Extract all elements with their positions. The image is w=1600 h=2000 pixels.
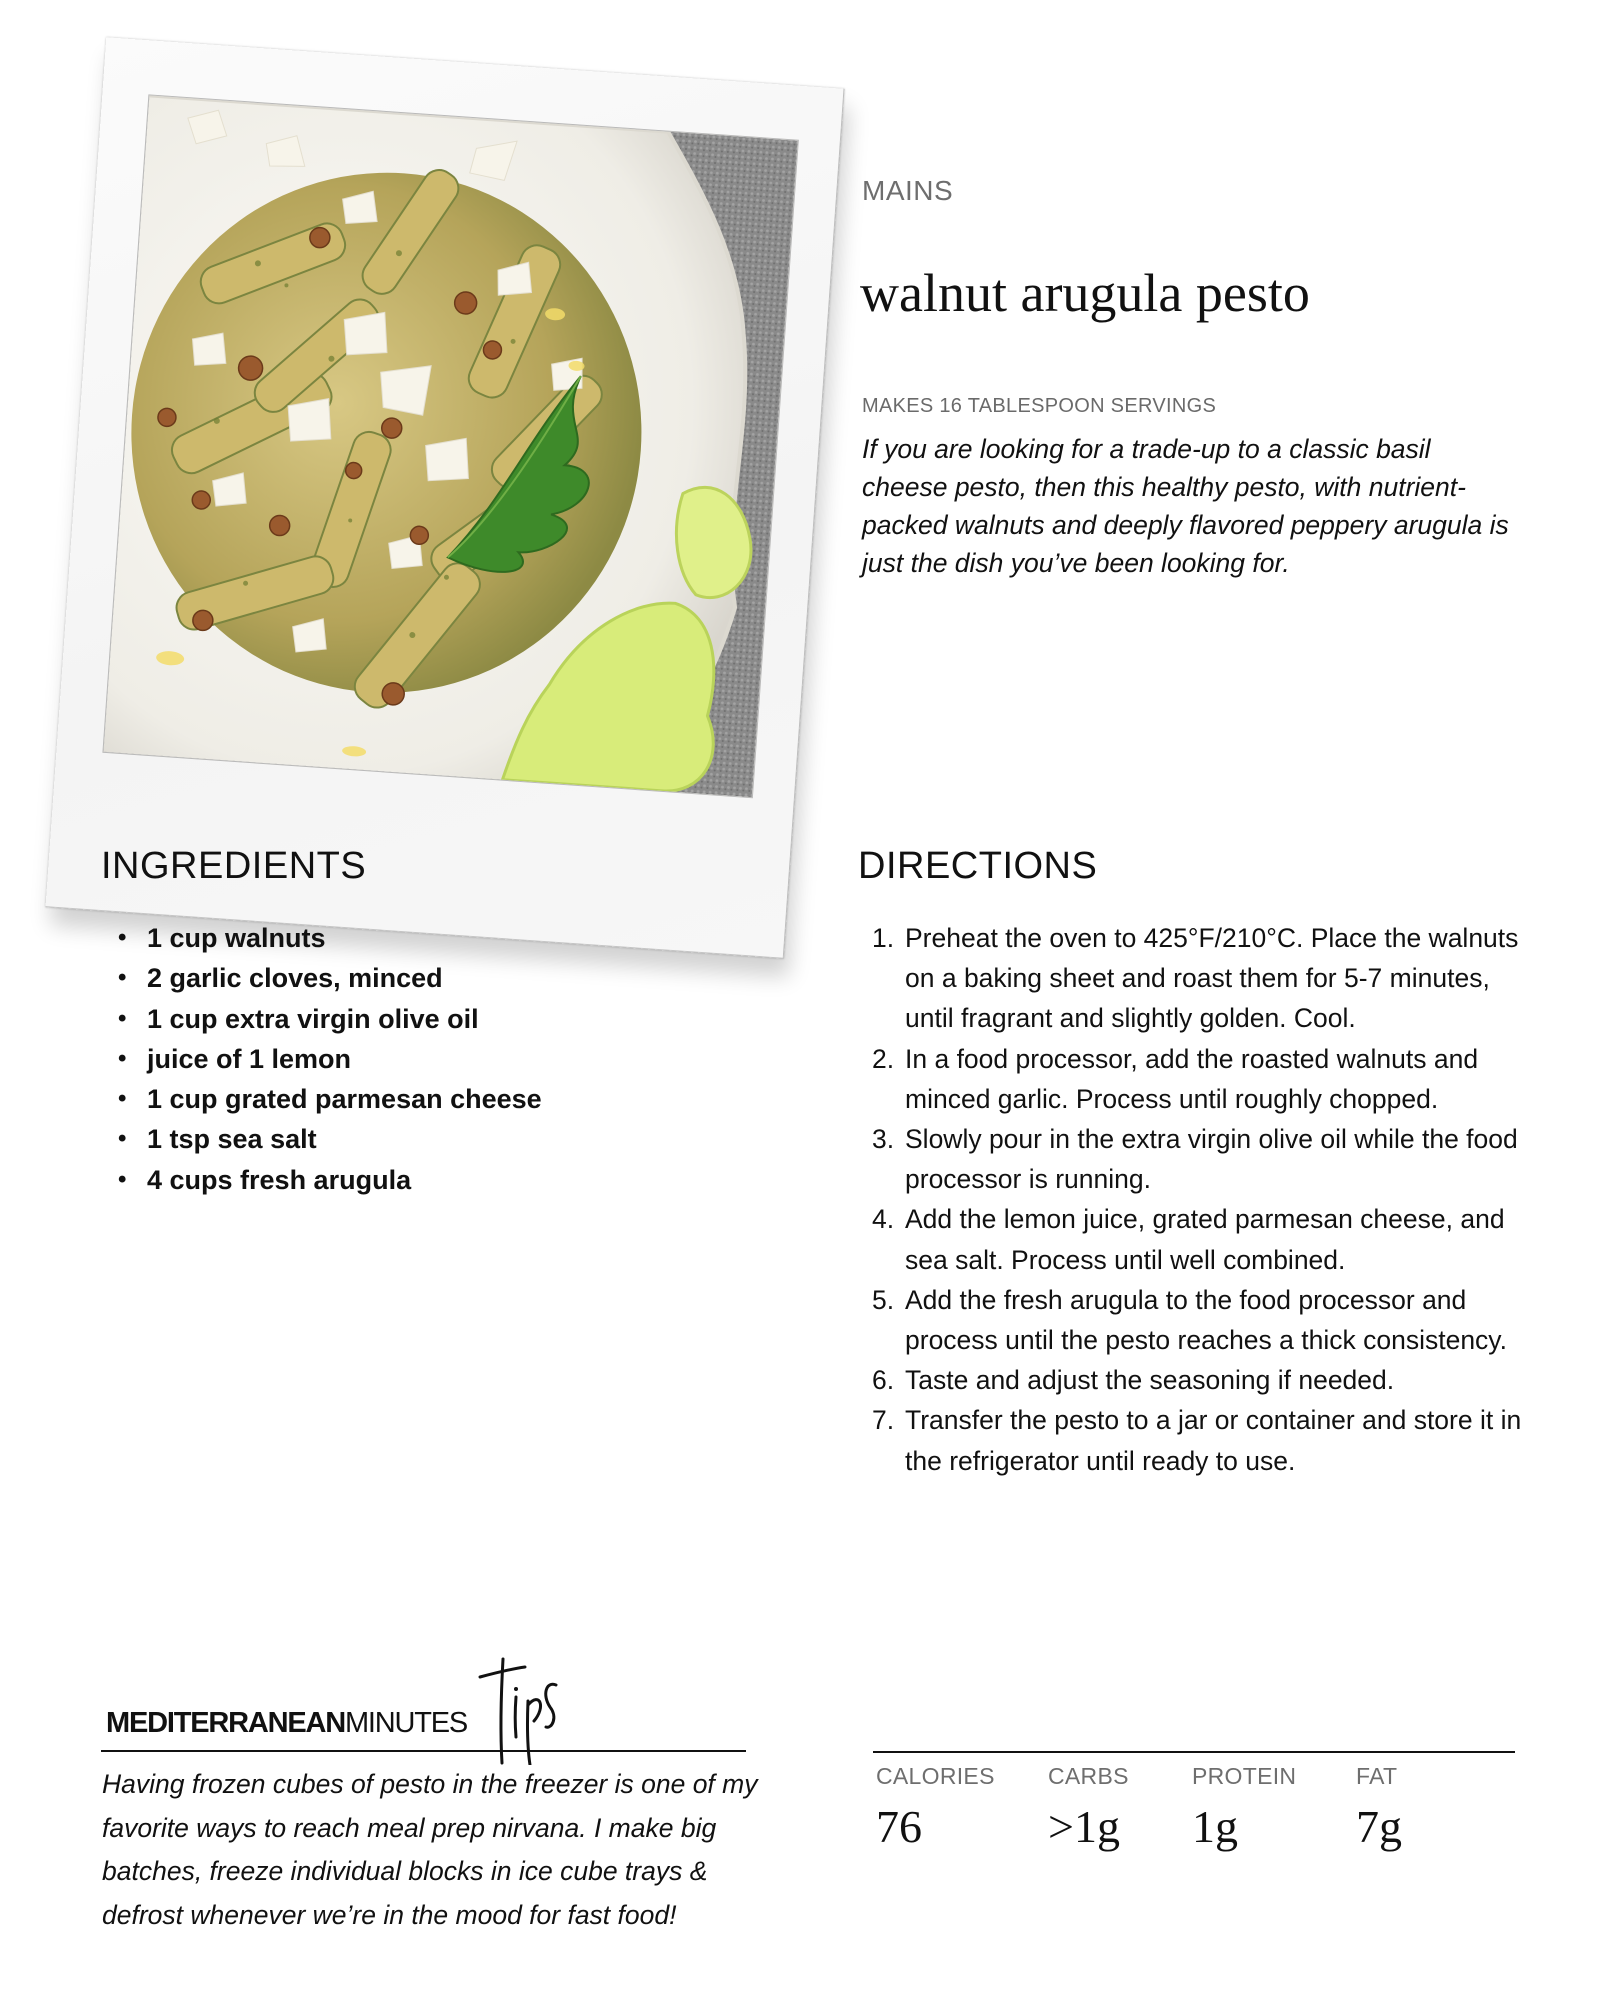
tips-text: Having frozen cubes of pesto in the freezer is one of my favorite ways to reach meal prep nirvana. I make big batches, freeze individual blocks in ice cube trays & defrost whenever we’re in the mood for fast food!: [102, 1769, 758, 1930]
step-number: 5.: [872, 1284, 895, 1315]
bullet-icon: •: [118, 1085, 127, 1113]
direction-step: [872, 1039, 1522, 1119]
servings-info: MAKES 16 TABLESPOON SERVINGS: [862, 395, 1217, 417]
bullet-icon: •: [118, 1125, 127, 1153]
ingredient-item: [118, 918, 542, 958]
nutrition-calories: [876, 1763, 995, 1853]
direction-step: [872, 1119, 1522, 1199]
step-text: Transfer the pesto to a jar or container and store it in the refrigerator until ready to use.: [905, 1405, 1522, 1476]
step-text: Preheat the oven to 425°F/210°C. Place the walnuts on a baking sheet and roast them for 5-7 minutes, until fragrant and slightly golden. Cool.: [905, 923, 1519, 1034]
step-number: 6.: [872, 1365, 895, 1396]
nutrition-value: 7g: [1356, 1801, 1402, 1852]
ingredient-item: [118, 1079, 542, 1119]
bullet-icon: •: [118, 1165, 127, 1193]
step-text: In a food processor, add the roasted walnuts and minced garlic. Process until roughly chopped.: [905, 1043, 1479, 1114]
brand-logo: [106, 1707, 467, 1740]
recipe-photo: [102, 94, 798, 798]
step-text: Taste and adjust the seasoning if needed.: [905, 1365, 1395, 1396]
step-number: 3.: [872, 1124, 895, 1155]
ingredient-item: [118, 999, 542, 1039]
direction-step: [872, 918, 1522, 1039]
step-number: 4.: [872, 1204, 895, 1235]
polaroid-photo-frame: [45, 37, 844, 958]
ingredient-item: [118, 1119, 542, 1159]
directions-list: [872, 918, 1522, 1481]
step-number: 2.: [872, 1043, 895, 1074]
direction-step: [872, 1360, 1522, 1400]
directions-heading: DIRECTIONS: [858, 845, 1098, 887]
ingredient-text: 4 cups fresh arugula: [147, 1164, 412, 1195]
brand-name-bold: MEDITERRANEAN: [106, 1707, 345, 1739]
recipe-category: MAINS: [862, 175, 954, 206]
nutrition-value: 76: [876, 1801, 922, 1852]
bullet-icon: •: [118, 1044, 127, 1072]
nutrition-value: 1g: [1192, 1801, 1238, 1852]
step-text: Add the lemon juice, grated parmesan cheese, and sea salt. Process until well combined.: [905, 1204, 1505, 1275]
ingredient-item: [118, 1039, 542, 1079]
brand-name-light: MINUTES: [344, 1707, 468, 1739]
polaroid-border: [45, 37, 844, 958]
tips-script-icon: [470, 1655, 560, 1765]
tips-divider: [101, 1750, 746, 1752]
ingredient-item: [118, 1160, 542, 1200]
ingredient-text: 1 cup walnuts: [147, 923, 326, 953]
nutrition-fat: [1356, 1763, 1402, 1853]
step-number: 1.: [872, 923, 895, 953]
direction-step: [872, 1400, 1522, 1480]
nutrition-protein: [1192, 1763, 1296, 1853]
bullet-icon: •: [118, 964, 127, 992]
ingredient-item: [118, 958, 542, 998]
ingredients-heading: INGREDIENTS: [101, 845, 367, 887]
nutrition-carbs: [1048, 1763, 1129, 1853]
ingredient-text: 1 tsp sea salt: [147, 1124, 317, 1155]
nutrition-label: CARBS: [1048, 1763, 1129, 1789]
ingredient-text: 1 cup grated parmesan cheese: [147, 1084, 542, 1115]
step-number: 7.: [872, 1405, 895, 1436]
ingredient-text: juice of 1 lemon: [147, 1043, 352, 1074]
nutrition-divider: [873, 1751, 1515, 1753]
step-text: Slowly pour in the extra virgin olive oil while the food processor is running.: [905, 1124, 1518, 1195]
step-text: Add the fresh arugula to the food processor and process until the pesto reaches a thick consistency.: [905, 1284, 1507, 1356]
recipe-description: If you are looking for a trade-up to a classic basil cheese pesto, then this healthy pesto, with nutrient-packed walnuts and deeply flavored peppery arugula is just the dish you’ve been looking for.: [862, 434, 1509, 578]
nutrition-label: FAT: [1356, 1763, 1398, 1789]
pasta-photo-illustration: [103, 95, 797, 797]
bullet-icon: •: [118, 924, 127, 951]
bullet-icon: •: [118, 1004, 127, 1032]
nutrition-label: PROTEIN: [1192, 1763, 1297, 1789]
direction-step: [872, 1199, 1522, 1279]
ingredients-list: [118, 918, 542, 1200]
ingredient-text: 2 garlic cloves, minced: [147, 963, 443, 994]
direction-step: [872, 1280, 1522, 1360]
nutrition-value: >1g: [1048, 1801, 1120, 1852]
nutrition-label: CALORIES: [876, 1763, 995, 1789]
recipe-title: walnut arugula pesto: [860, 263, 1310, 323]
ingredient-text: 1 cup extra virgin olive oil: [147, 1003, 479, 1034]
